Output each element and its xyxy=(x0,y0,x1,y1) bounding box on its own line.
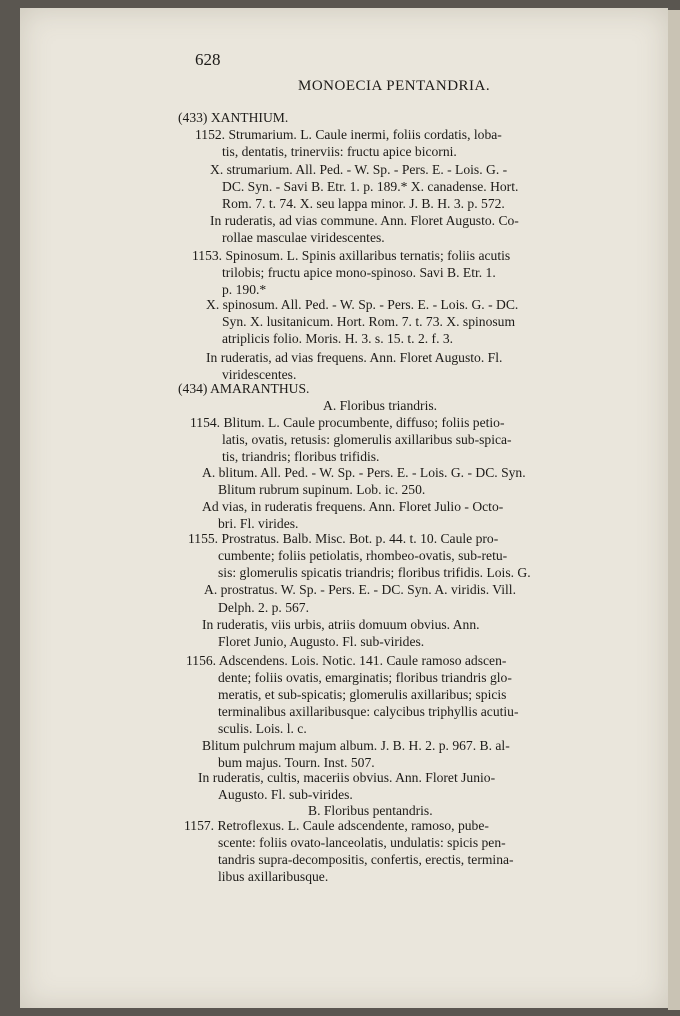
text-line: DC. Syn. - Savi B. Etr. 1. p. 189.* X. canadense. Hort. xyxy=(222,179,519,194)
text-line: 1153. Spinosum. L. Spinis axillaribus ternatis; foliis acutis xyxy=(192,248,511,263)
text-line: 1156. Adscendens. Lois. Notic. 141. Caule ramoso adscen- xyxy=(186,653,507,668)
text-line: Augusto. Fl. sub-virides. xyxy=(218,787,353,802)
text-line: 1152. Strumarium. L. Caule inermi, foliis cordatis, loba- xyxy=(195,127,502,142)
text-line: A. blitum. All. Ped. - W. Sp. - Pers. E. - Lois. G. - DC. Syn. xyxy=(202,465,526,480)
text-line: sculis. Lois. l. c. xyxy=(218,721,307,736)
text-line: latis, ovatis, retusis: glomerulis axillaribus sub-spica- xyxy=(222,432,512,447)
text-line: 1155. Prostratus. Balb. Misc. Bot. p. 44. t. 10. Caule pro- xyxy=(188,531,499,546)
text-line: Blitum pulchrum majum album. J. B. H. 2. p. 967. B. al- xyxy=(202,738,510,753)
text-line: dente; foliis ovatis, emarginatis; floribus triandris glo- xyxy=(218,670,512,685)
text-line: libus axillaribusque. xyxy=(218,869,329,884)
text-line: rollae masculae viridescentes. xyxy=(222,230,385,245)
text-line: tis, triandris; floribus trifidis. xyxy=(222,449,380,464)
text-line: Rom. 7. t. 74. X. seu lappa minor. J. B. H. 3. p. 572. xyxy=(222,196,505,211)
page-number: 628 xyxy=(195,50,221,69)
text-line: bum majus. Tourn. Inst. 507. xyxy=(218,755,375,770)
text-line: Floret Junio, Augusto. Fl. sub-virides. xyxy=(218,634,425,649)
text-line: trilobis; fructu apice mono-spinoso. Savi B. Etr. 1. xyxy=(222,265,496,280)
text-line: B. Floribus pentandris. xyxy=(308,803,433,818)
text-line: 1157. Retroflexus. L. Caule adscendente, ramoso, pube- xyxy=(184,818,489,833)
text-line: A. prostratus. W. Sp. - Pers. E. - DC. Syn. A. viridis. Vill. xyxy=(204,582,516,597)
text-line: atriplicis folio. Moris. H. 3. s. 15. t. 2. f. 3. xyxy=(222,331,454,346)
text-line: X. spinosum. All. Ped. - W. Sp. - Pers. E. - Lois. G. - DC. xyxy=(206,297,519,312)
text-line: bri. Fl. virides. xyxy=(218,516,299,531)
text-line: 1154. Blitum. L. Caule procumbente, diffuso; foliis petio- xyxy=(190,415,505,430)
text-line: Ad vias, in ruderatis frequens. Ann. Floret Julio - Octo- xyxy=(202,499,504,514)
running-head: MONOECIA PENTANDRIA. xyxy=(298,78,491,94)
text-line: terminalibus axillaribusque: calycibus triphyllis acutiu- xyxy=(218,704,519,719)
text-line: A. Floribus triandris. xyxy=(323,398,438,413)
text-line: In ruderatis, cultis, maceriis obvius. Ann. Floret Junio- xyxy=(198,770,496,785)
text-line: (434) AMARANTHUS. xyxy=(178,381,310,396)
text-line: viridescentes. xyxy=(222,367,297,382)
text-line: (433) XANTHIUM. xyxy=(178,110,289,125)
text-line: tis, dentatis, trinerviis: fructu apice bicorni. xyxy=(222,144,457,159)
text-line: sis: glomerulis spicatis triandris; floribus trifidis. Lois. G. xyxy=(218,565,531,580)
text-line: scente: foliis ovato-lanceolatis, undulatis: spicis pen- xyxy=(218,835,506,850)
text-line: In ruderatis, ad vias frequens. Ann. Floret Augusto. Fl. xyxy=(206,350,503,365)
text-line: Delph. 2. p. 567. xyxy=(218,600,309,615)
text-line: tandris supra-decompositis, confertis, erectis, termina- xyxy=(218,852,514,867)
text-line: cumbente; foliis petiolatis, rhombeo-ovatis, sub-retu- xyxy=(218,548,508,563)
text-line: X. strumarium. All. Ped. - W. Sp. - Pers. E. - Lois. G. - xyxy=(210,162,508,177)
text-line: meratis, et sub-spicatis; glomerulis axillaribus; spicis xyxy=(218,687,507,702)
text-line: Blitum rubrum supinum. Lob. ic. 250. xyxy=(218,482,426,497)
text-line: In ruderatis, viis urbis, atriis domuum obvius. Ann. xyxy=(202,617,480,632)
text-line: Syn. X. lusitanicum. Hort. Rom. 7. t. 73. X. spinosum xyxy=(222,314,516,329)
text-line: p. 190.* xyxy=(222,282,267,297)
page-edge xyxy=(668,10,680,1010)
text-line: In ruderatis, ad vias commune. Ann. Floret Augusto. Co- xyxy=(210,213,519,228)
